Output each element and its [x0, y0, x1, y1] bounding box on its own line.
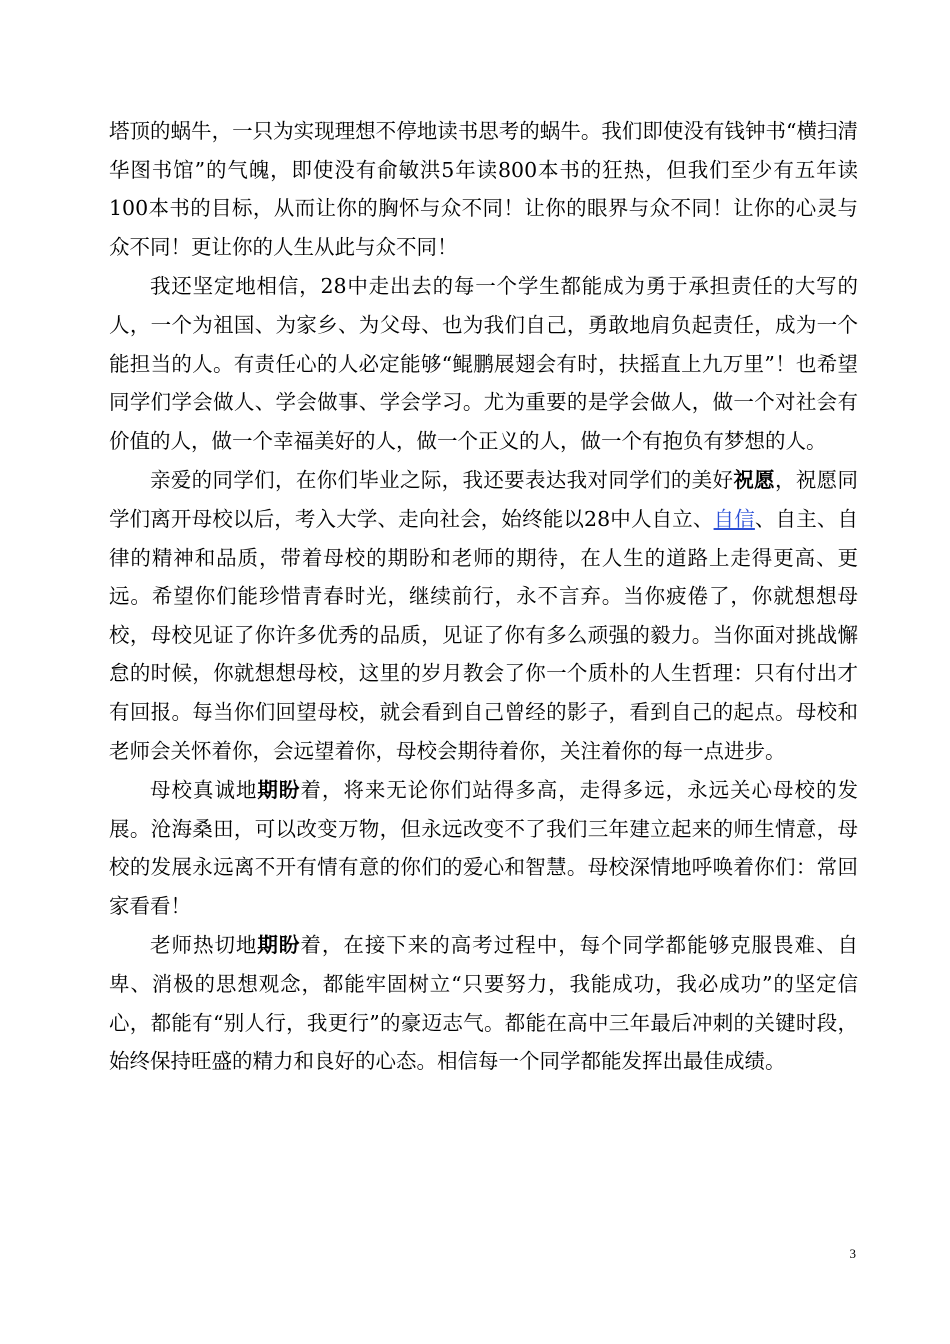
- page-number: 3: [849, 1246, 856, 1261]
- paragraph-text: 着，在接下来的高考过程中，每个同学都能够克服畏难、自卑、消极的思想观念，都能牢固树立“只要努力，我能成功，我必成功”的坚定信心，都能有“别人行，我更行”的豪迈志气。都能在高中三年最后冲刺的关键时段，始终保持旺盛的精力和良好的心态。相信每一个同学都能发挥出最佳成绩。: [109, 933, 858, 1074]
- paragraph: [109, 267, 858, 460]
- emphasized-text: 期盼: [257, 933, 301, 958]
- paragraph: [109, 771, 858, 925]
- paragraph: [109, 112, 858, 266]
- paragraph-text: 、自主、自律的精神和品质，带着母校的期盼和老师的期待，在人生的道路上走得更高、更远。希望你们能珍惜青春时光，继续前行，永不言弃。当你疲倦了，你就想想母校，母校见证了你许多优秀的品质，见证了你有多么顽强的毅力。当你面对挑战懈怠的时候，你就想想母校，这里的岁月教会了你一个质朴的人生哲理：只有付出才有回报。每当你们回望母校，就会看到自己曾经的影子，看到自己的起点。母校和老师会关怀着你，会远望着你，母校会期待着你，关注着你的每一点进步。: [109, 506, 859, 763]
- paragraph-text: 母校真诚地: [150, 778, 258, 803]
- paragraph-text: 着，将来无论你们站得多高，走得多远，永远关心母校的发展。沧海桑田，可以改变万物，但永远改变不了我们三年建立起来的师生情意，母校的发展永远离不开有情有意的你们的爱心和智慧。母校深情地呼唤着你们：常回家看看！: [109, 778, 858, 918]
- body-text: [109, 112, 858, 1081]
- hyperlink[interactable]: 自信: [713, 506, 755, 531]
- emphasized-text: 期盼: [257, 778, 301, 803]
- paragraph-text: ，祝愿同学们离开母校以后，考入大学、走向社会，始终能以28中人自立、: [109, 468, 859, 531]
- paragraph-text: 老师热切地: [150, 933, 258, 958]
- paragraph: [109, 926, 858, 1080]
- paragraph-text: 亲爱的同学们，在你们毕业之际，我还要表达我对同学们的美好: [150, 468, 734, 493]
- paragraph-text: 我还坚定地相信，28中走出去的每一个学生都能成为勇于承担责任的大写的人，一个为祖国、为家乡、为父母、也为我们自己，勇敢地肩负起责任，成为一个能担当的人。有责任心的人必定能够“鲲鹏展翅会有时，扶摇直上九万里”！也希望同学们学会做人、学会做事、学会学习。尤为重要的是学会做人，做一个对社会有价值的人，做一个幸福美好的人，做一个正义的人，做一个有抱负有梦想的人。: [109, 274, 858, 453]
- emphasized-text: 祝愿: [733, 468, 776, 493]
- paragraph-text: 塔顶的蜗牛，一只为实现理想不停地读书思考的蜗牛。我们即使没有钱钟书“横扫清华图书馆”的气魄，即使没有俞敏洪5年读800本书的狂热，但我们至少有五年读100本书的目标，从而让你的胸怀与众不同！让你的眼界与众不同！让你的心灵与众不同！更让你的人生从此与众不同！: [109, 119, 858, 259]
- paragraph: [109, 461, 858, 770]
